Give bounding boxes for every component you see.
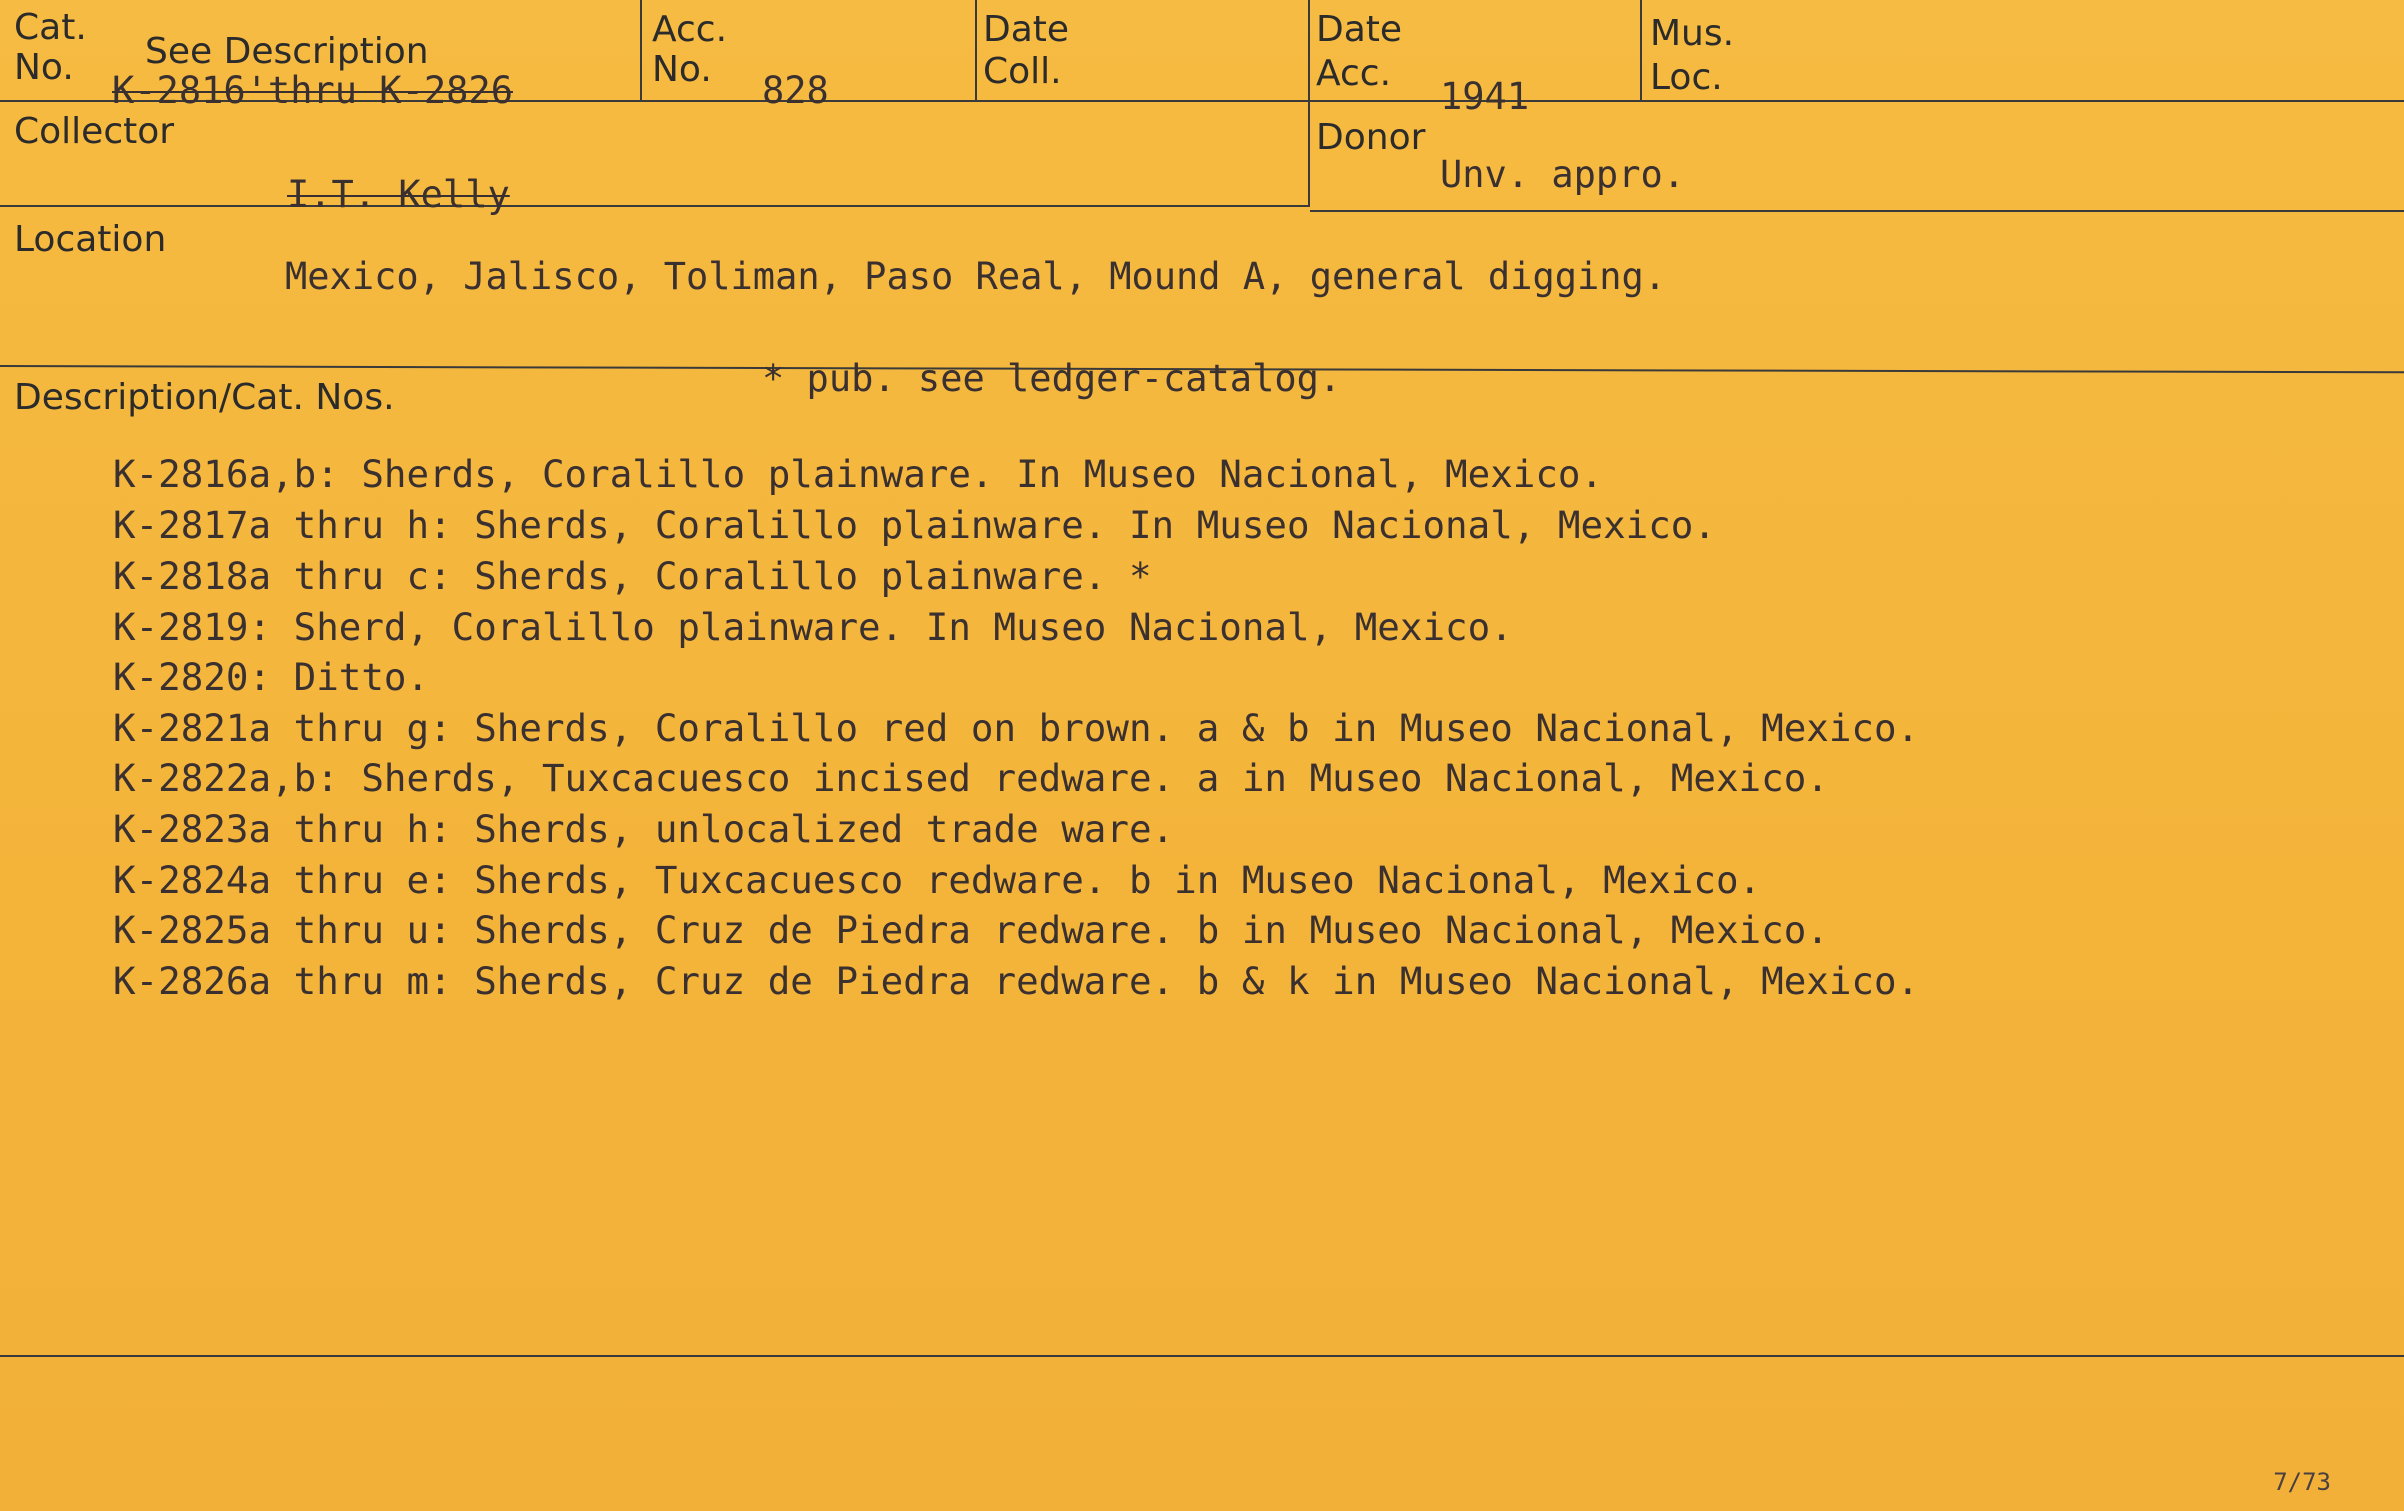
- list-item: K-2824a thru e: Sherds, Tuxcacuesco redware. b in Museo Nacional, Mexico.: [113, 858, 1762, 902]
- list-item: K-2818a thru c: Sherds, Coralillo plainware. *: [113, 554, 1152, 598]
- location-top-divider: [1310, 210, 2404, 212]
- loc-label: Loc.: [1650, 57, 1723, 98]
- list-item: K-2820: Ditto.: [113, 655, 430, 699]
- location-label: Location: [14, 219, 167, 260]
- collector-value: I.T. Kelly: [287, 173, 510, 216]
- cat-label: Cat.: [14, 7, 87, 48]
- no-label: No.: [14, 47, 74, 88]
- col-divider-acc: [640, 0, 642, 100]
- date-acc-label: Date: [1316, 9, 1403, 50]
- acc-date-label: Acc.: [1316, 53, 1392, 94]
- donor-value: Unv. appro.: [1440, 153, 1686, 196]
- list-item: K-2816a,b: Sherds, Coralillo plainware. In Museo Nacional, Mexico.: [113, 452, 1604, 496]
- cat-number-value: K-2816'thru K-2826: [112, 69, 513, 112]
- description-label: Description/Cat. Nos.: [14, 377, 395, 418]
- list-item: K-2817a thru h: Sherds, Coralillo plainware. In Museo Nacional, Mexico.: [113, 503, 1716, 547]
- coll-label: Coll.: [983, 51, 1062, 92]
- acc-no-label: No.: [652, 49, 712, 90]
- col-divider-mus: [1640, 0, 1642, 100]
- list-item: K-2822a,b: Sherds, Tuxcacuesco incised redware. a in Museo Nacional, Mexico.: [113, 756, 1829, 800]
- donor-label: Donor: [1316, 117, 1426, 158]
- list-item: K-2825a thru u: Sherds, Cruz de Piedra redware. b in Museo Nacional, Mexico.: [113, 908, 1829, 952]
- list-item: K-2819: Sherd, Coralillo plainware. In Museo Nacional, Mexico.: [113, 605, 1513, 649]
- page-number: 7/73: [2273, 1468, 2331, 1496]
- list-item: K-2826a thru m: Sherds, Cruz de Piedra redware. b & k in Museo Nacional, Mexico.: [113, 959, 1920, 1003]
- bottom-divider: [0, 1355, 2404, 1357]
- date-acc-value: 1941: [1440, 75, 1530, 118]
- list-item: K-2821a thru g: Sherds, Coralillo red on brown. a & b in Museo Nacional, Mexico.: [113, 706, 1920, 750]
- acc-number-value: 828: [762, 69, 829, 112]
- collector-divider: [0, 205, 1310, 207]
- see-description-label: See Description: [145, 31, 429, 72]
- mus-label: Mus.: [1650, 13, 1735, 54]
- ledger-note: * pub. see ledger-catalog.: [762, 357, 1342, 400]
- collector-label: Collector: [14, 111, 175, 152]
- col-divider-date-coll: [975, 0, 977, 100]
- date-coll-label: Date: [983, 9, 1070, 50]
- col-divider-date-acc: [1308, 0, 1310, 205]
- acc-label: Acc.: [652, 9, 728, 50]
- location-value: Mexico, Jalisco, Toliman, Paso Real, Mound A, general digging.: [285, 255, 1667, 298]
- list-item: K-2823a thru h: Sherds, unlocalized trade ware.: [113, 807, 1175, 851]
